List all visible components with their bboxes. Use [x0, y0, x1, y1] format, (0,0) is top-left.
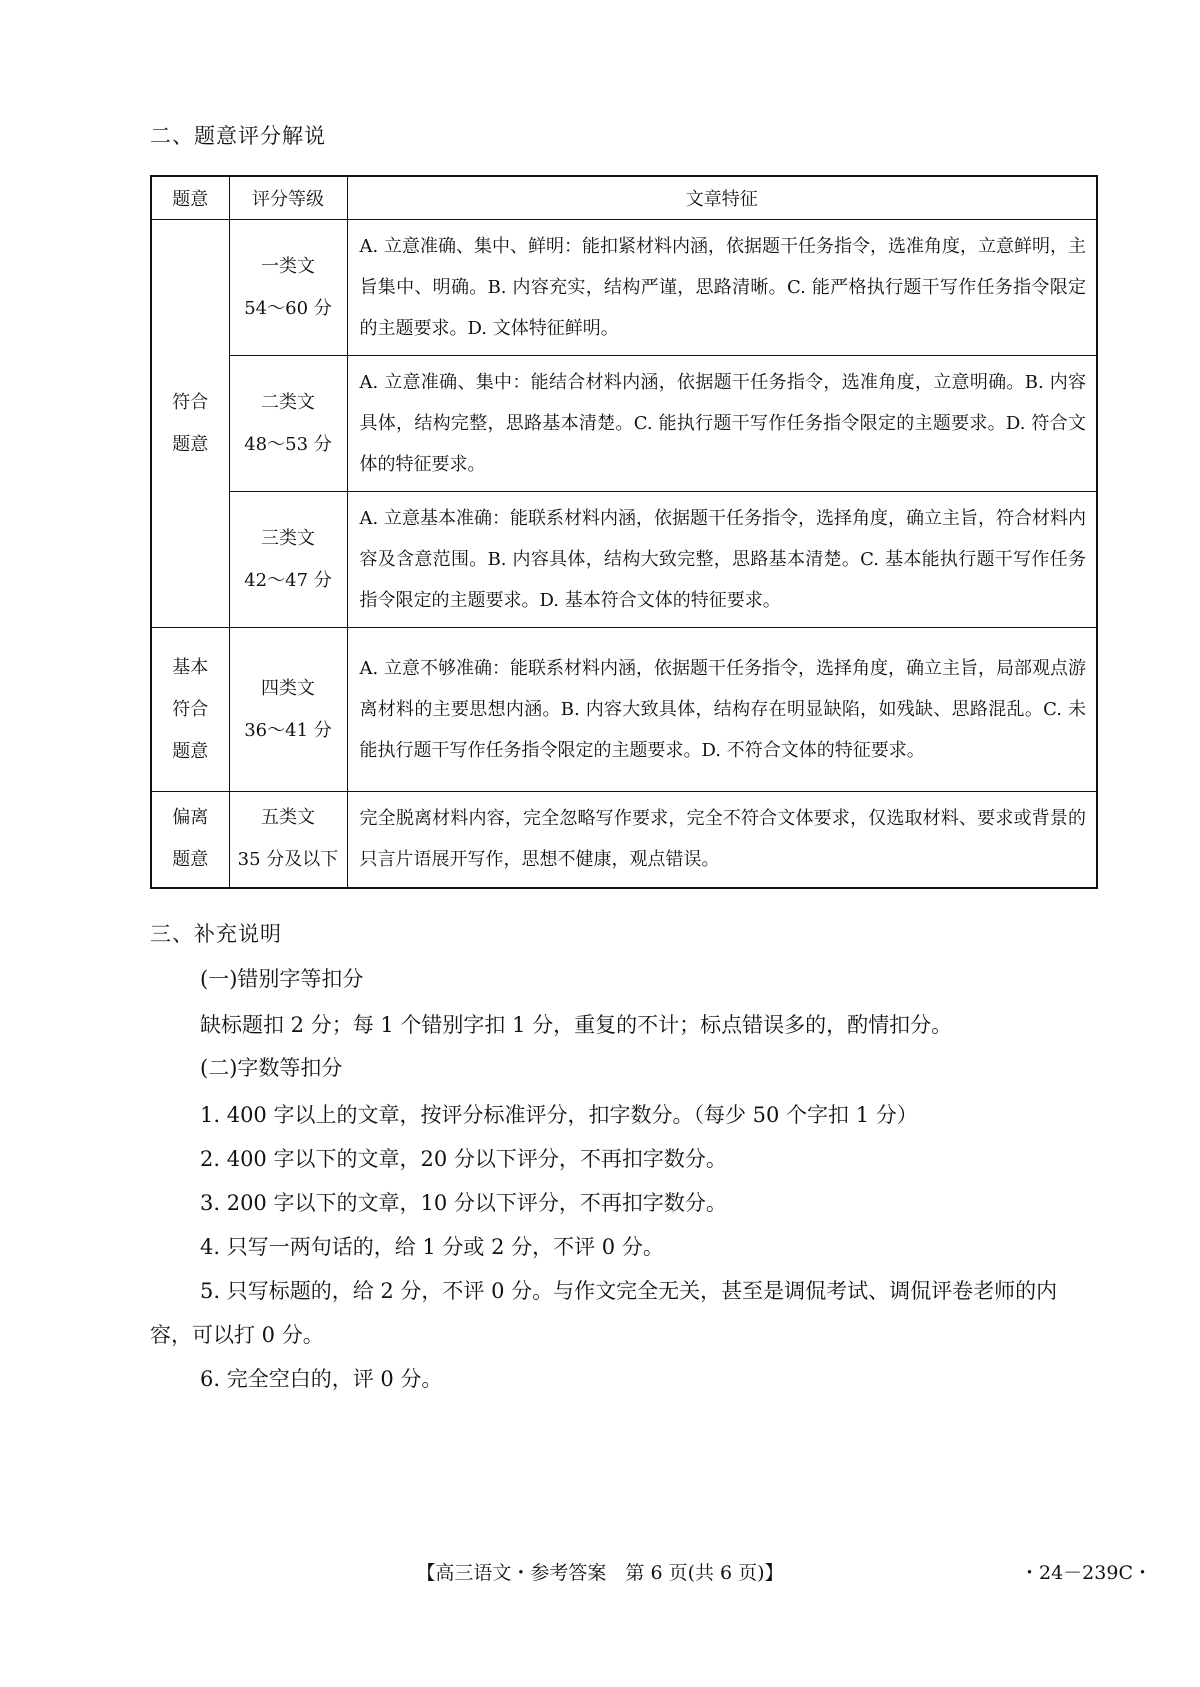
table-row [151, 356, 1097, 492]
header-features: 文章特征 [347, 176, 1097, 220]
feature-cell: A. 立意不够准确：能联系材料内涵，依据题干任务指令，选择角度，确立主旨，局部观点游离材料的主要思想内涵。B. 内容大致具体，结构存在明显缺陷，如残缺、思路混乱。C. 未能执行题干写作任务指令限定的主题要求。D. 不符合文体的特征要求。 [347, 628, 1097, 792]
level-name: 五类文 [261, 807, 315, 829]
header-level: 评分等级 [229, 176, 347, 220]
level-range: 48～53 分 [244, 433, 332, 455]
subsection-1-title: (一)错别字等扣分 [200, 967, 364, 991]
level-name: 一类文 [261, 255, 315, 277]
rule-item: 3. 200 字以下的文章，10 分以下评分，不再扣字数分。 [200, 1191, 727, 1215]
feature-cell: A. 立意基本准确：能联系材料内涵，依据题干任务指令，选择角度，确立主旨，符合材料内容及含意范围。B. 内容具体，结构大致完整，思路基本清楚。C. 基本能执行题干写作任务指令限定的主题要求。D. 基本符合文体的特征要求。 [347, 492, 1097, 628]
rule-item: 1. 400 字以上的文章，按评分标准评分，扣字数分。（每少 50 个字扣 1 分） [200, 1103, 918, 1127]
table-header-row [151, 176, 1097, 220]
header-theme: 题意 [151, 176, 229, 220]
footer-page-info: 【高三语文・参考答案 第 6 页(共 6 页)】 [416, 1562, 784, 1584]
rule-item: 4. 只写一两句话的，给 1 分或 2 分，不评 0 分。 [200, 1235, 664, 1259]
section-3-title: 三、补充说明 [150, 922, 282, 946]
level-range: 36～41 分 [244, 719, 332, 741]
footer-code: ・24－239C・ [1020, 1562, 1152, 1584]
table-row [151, 792, 1097, 888]
table-row [151, 220, 1097, 356]
feature-cell: 完全脱离材料内容，完全忽略写作要求，完全不符合文体要求，仅选取材料、要求或背景的只言片语展开写作，思想不健康，观点错误。 [347, 792, 1097, 888]
rule-item: 6. 完全空白的，评 0 分。 [200, 1367, 443, 1391]
level-name: 四类文 [261, 677, 315, 699]
category-label: 偏离题意 [172, 807, 209, 871]
level-cell [229, 356, 347, 492]
rule-item: 2. 400 字以下的文章，20 分以下评分，不再扣字数分。 [200, 1147, 727, 1171]
category-cell [151, 628, 229, 792]
subsection-1-text: 缺标题扣 2 分；每 1 个错别字扣 1 分，重复的不计；标点错误多的，酌情扣分。 [200, 1013, 953, 1037]
feature-cell: A. 立意准确、集中、鲜明：能扣紧材料内涵，依据题干任务指令，选准角度，立意鲜明，主旨集中、明确。B. 内容充实，结构严谨，思路清晰。C. 能严格执行题干写作任务指令限定的主题要求。D. 文体特征鲜明。 [347, 220, 1097, 356]
category-cell [151, 220, 229, 628]
level-cell [229, 792, 347, 888]
level-range: 54～60 分 [244, 297, 332, 319]
table-row [151, 628, 1097, 792]
level-name: 二类文 [261, 391, 315, 413]
rule-item: 5. 只写标题的，给 2 分，不评 0 分。与作文完全无关，甚至是调侃考试、调侃评卷老师的内容，可以打 0 分。 [150, 1279, 1058, 1347]
category-cell [151, 792, 229, 888]
feature-cell: A. 立意准确、集中：能结合材料内涵，依据题干任务指令，选准角度，立意明确。B. 内容具体，结构完整，思路基本清楚。C. 能执行题干写作任务指令限定的主题要求。D. 符合文体的特征要求。 [347, 356, 1097, 492]
category-label: 基本符合题意 [172, 656, 209, 762]
section-2-title: 二、题意评分解说 [150, 124, 326, 148]
subsection-2-title: (二)字数等扣分 [200, 1056, 343, 1080]
level-cell [229, 492, 347, 628]
level-name: 三类文 [261, 527, 315, 549]
level-range: 42～47 分 [244, 569, 332, 591]
level-cell [229, 220, 347, 356]
table-row [151, 492, 1097, 628]
category-label: 符合题意 [172, 391, 209, 455]
grading-table [150, 175, 1098, 889]
level-cell [229, 628, 347, 792]
level-range: 35 分及以下 [237, 849, 339, 871]
